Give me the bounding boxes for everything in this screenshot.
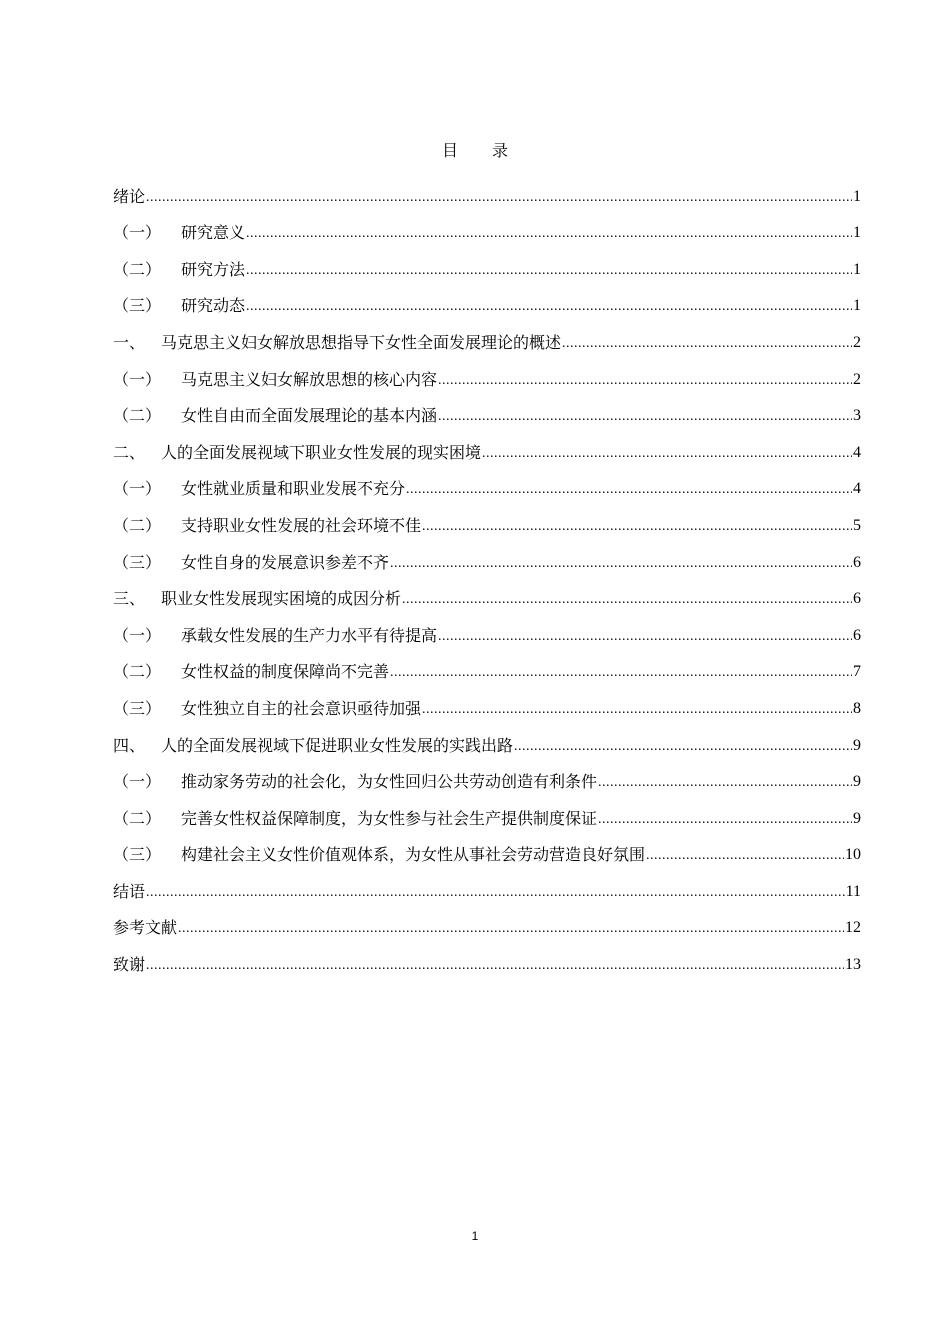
toc-dot-leader [598,776,852,790]
toc-entry-label: 结语 [113,881,146,901]
toc-entry-page: 1 [853,224,861,242]
toc-entry-page: 4 [853,480,861,498]
toc-entry-number: 二、 [113,442,146,462]
toc-entry-label: 马克思主义妇女解放思想指导下女性全面发展理论的概述 [161,332,562,352]
toc-entry-label: 女性自身的发展意识参差不齐 [181,552,390,572]
toc-entry-number: （二） [113,808,162,828]
toc-entry[interactable] [113,241,861,278]
toc-entry-label: 研究意义 [181,223,246,243]
toc-entry-page: 1 [853,187,861,205]
toc-entry-page: 6 [853,626,861,644]
toc-dot-leader [246,227,852,241]
toc-entry-number: 一、 [113,332,146,352]
toc-entry-label: 绪论 [113,186,146,206]
toc-dot-leader [482,447,852,461]
toc-entry-number: （二） [113,259,162,279]
toc-dot-leader [146,191,852,205]
toc-entry-label: 支持职业女性发展的社会环境不佳 [181,515,422,535]
toc-entry[interactable] [113,424,861,461]
toc-entry[interactable] [113,571,861,608]
toc-entry-label: 马克思主义妇女解放思想的核心内容 [181,369,438,389]
toc-entry[interactable] [113,461,861,498]
toc-entry-page: 4 [853,443,861,461]
toc-entry[interactable] [113,278,861,315]
toc-entry[interactable] [113,827,861,864]
toc-entry-number: （二） [113,515,162,535]
toc-entry-page: 13 [845,956,861,974]
toc-title-right: 录 [492,141,509,160]
toc-entry-label: 女性独立自主的社会意识亟待加强 [181,698,422,718]
toc-dot-leader [146,959,844,973]
toc-entry-number: 三、 [113,589,146,609]
toc-entry-page: 5 [853,516,861,534]
toc-entry-label: 致谢 [113,955,146,975]
toc-entry-number: （一） [113,479,162,499]
toc-entry-page: 6 [853,553,861,571]
toc-dot-leader [178,922,844,936]
toc-entry-page: 12 [845,919,861,937]
toc-title-left: 目 [441,141,458,160]
toc-title [0,138,950,161]
toc-entry-page: 1 [853,260,861,278]
toc-list [113,168,861,973]
toc-entry-label: 研究方法 [181,259,246,279]
toc-dot-leader [406,483,852,497]
toc-entry-number: （二） [113,406,162,426]
toc-dot-leader [514,740,852,754]
toc-entry[interactable] [113,351,861,388]
toc-dot-leader [390,557,852,571]
toc-entry-page: 2 [853,333,861,351]
toc-entry-page: 7 [853,663,861,681]
toc-entry-page: 6 [853,590,861,608]
toc-entry[interactable] [113,607,861,644]
toc-entry-page: 1 [853,297,861,315]
toc-entry-label: 女性权益的制度保障尚不完善 [181,662,390,682]
toc-entry-label: 承载女性发展的生产力水平有待提高 [181,625,438,645]
toc-entry-number: （一） [113,223,162,243]
toc-entry[interactable] [113,168,861,205]
toc-entry-number: （一） [113,625,162,645]
toc-dot-leader [438,630,852,644]
toc-dot-leader [598,813,852,827]
toc-entry[interactable] [113,863,861,900]
toc-dot-leader [422,703,852,717]
toc-entry-label: 人的全面发展视域下促进职业女性发展的实践出路 [161,735,514,755]
toc-dot-leader [390,666,852,680]
toc-entry[interactable] [113,900,861,937]
toc-entry-label: 参考文献 [113,918,178,938]
toc-entry-page: 2 [853,370,861,388]
toc-entry[interactable] [113,205,861,242]
toc-dot-leader [438,410,852,424]
toc-entry[interactable] [113,754,861,791]
toc-dot-leader [146,886,845,900]
toc-entry-page: 10 [845,846,861,864]
toc-entry-label: 女性就业质量和职业发展不充分 [181,479,406,499]
toc-entry-label: 推动家务劳动的社会化，为女性回归公共劳动创造有利条件 [181,772,598,792]
toc-entry-number: （一） [113,369,162,389]
toc-entry-number: （三） [113,698,162,718]
toc-dot-leader [438,374,852,388]
toc-entry-page: 3 [853,407,861,425]
toc-entry-label: 研究动态 [181,296,246,316]
toc-entry-number: （三） [113,552,162,572]
toc-entry-page: 8 [853,699,861,717]
toc-entry-number: （二） [113,662,162,682]
toc-entry[interactable] [113,534,861,571]
toc-dot-leader [422,520,852,534]
toc-entry[interactable] [113,936,861,973]
page-number: 1 [471,1229,479,1243]
toc-entry[interactable] [113,314,861,351]
toc-entry[interactable] [113,644,861,681]
toc-dot-leader [246,300,852,314]
toc-entry-page: 11 [845,882,861,900]
toc-entry-number: （一） [113,772,162,792]
toc-entry-page: 9 [853,809,861,827]
toc-entry-number: 四、 [113,735,146,755]
toc-entry[interactable] [113,680,861,717]
toc-entry-page: 9 [853,736,861,754]
toc-entry[interactable] [113,717,861,754]
toc-dot-leader [402,593,852,607]
toc-entry-page: 9 [853,773,861,791]
toc-dot-leader [646,849,844,863]
toc-entry[interactable] [113,790,861,827]
toc-entry-number: （三） [113,845,162,865]
toc-dot-leader [246,264,852,278]
toc-entry-label: 女性自由而全面发展理论的基本内涵 [181,406,438,426]
toc-entry-label: 完善女性权益保障制度，为女性参与社会生产提供制度保证 [181,808,598,828]
toc-entry-label: 人的全面发展视域下职业女性发展的现实困境 [161,442,482,462]
toc-entry[interactable] [113,388,861,425]
toc-entry-label: 职业女性发展现实困境的成因分析 [161,589,402,609]
toc-entry-label: 构建社会主义女性价值观体系，为女性从事社会劳动营造良好氛围 [181,845,646,865]
toc-entry-number: （三） [113,296,162,316]
toc-dot-leader [562,337,852,351]
toc-entry[interactable] [113,497,861,534]
